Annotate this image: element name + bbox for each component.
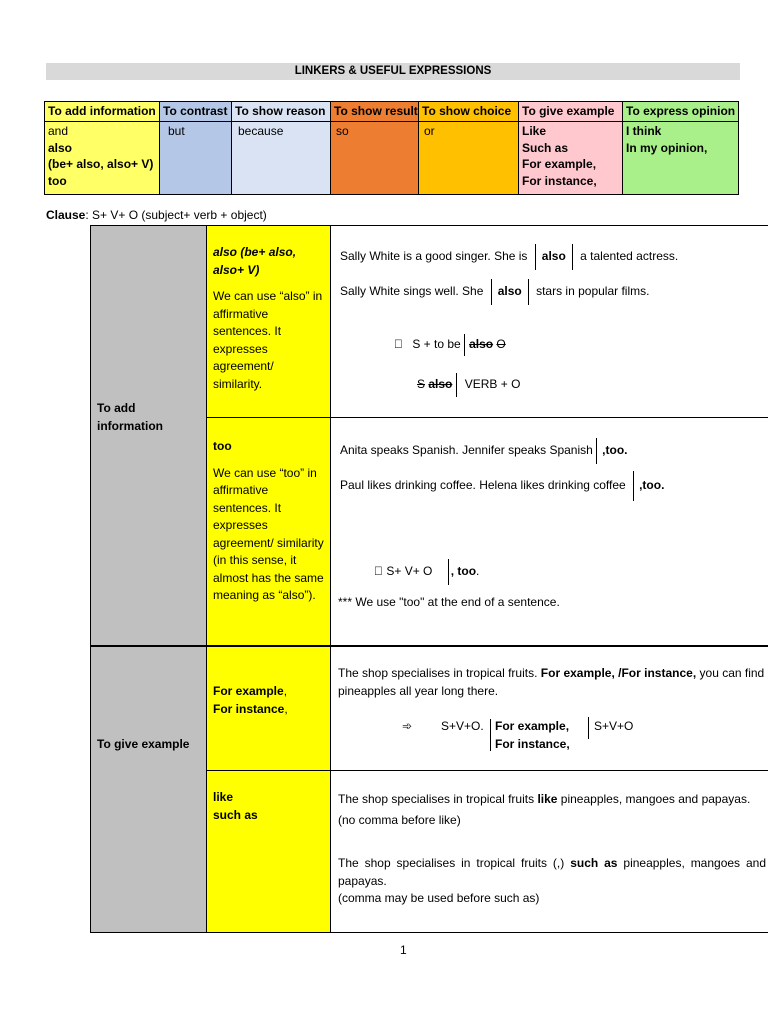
like-cell: like such as <box>213 790 258 822</box>
section-label-add-information: To add information <box>97 401 163 433</box>
also-formula-1: S + to be also O <box>394 334 506 356</box>
too-formula: S+ V+ O , too. <box>374 559 479 585</box>
cell-contrast: but <box>160 122 232 195</box>
header-choice: To show choice <box>419 102 519 122</box>
for-example-formula-mid: For example, For instance, <box>495 719 570 751</box>
for-example-formula-left: S+V+O. <box>441 719 484 733</box>
like-example: The shop specialises in tropical fruits like pineapples, mangoes and papayas. (no comma before like) <box>338 792 751 827</box>
also-formula-2: S also VERB + O <box>417 373 520 397</box>
header-reason: To show reason <box>232 102 331 122</box>
grid-row-section <box>90 645 768 647</box>
section-add-information-bg <box>91 226 207 646</box>
grid-row-too <box>206 417 768 418</box>
too-example-2: Paul likes drinking coffee. Helena likes drinking coffee ,too. <box>340 471 664 501</box>
such-as-example: The shop specialises in tropical fruits (,) such as pineapples, mangoes and papayas. (comma may be used before such as) <box>338 856 766 905</box>
divider <box>588 717 589 739</box>
page-number: 1 <box>400 943 407 957</box>
too-end-note: *** We use "too" at the end of a sentence. <box>338 595 560 609</box>
section-give-example-bg <box>91 647 207 932</box>
grid-col2 <box>330 225 331 933</box>
too-cell: too We can use “too” in affirmative sentences. It expresses agreement/ similarity (in this sense, it almost has the same meaning as “also”). <box>213 439 324 602</box>
page-title: LINKERS & USEFUL EXPRESSIONS <box>46 63 740 80</box>
also-example-1: Sally White is a good singer. She is also a talented actress. <box>340 244 678 270</box>
section-label-give-example: To give example <box>97 737 190 751</box>
header-express-opinion: To express opinion <box>623 102 739 122</box>
cell-result: so <box>331 122 419 195</box>
grid-bottom <box>90 932 768 933</box>
divider <box>490 719 491 751</box>
header-give-example: To give example <box>519 102 623 122</box>
cell-give-example: Like Such as For example, For instance, <box>519 122 623 195</box>
for-example-sentence: The shop specialises in tropical fruits. For example, /For instance, you can find pineapples all year long there. <box>338 666 765 698</box>
too-example-1: Anita speaks Spanish. Jennifer speaks Spanish ,too. <box>340 438 628 464</box>
arrow-icon <box>394 337 403 351</box>
for-example-cell: For example, For instance, <box>213 684 288 716</box>
grid-row-like <box>206 770 768 771</box>
linkers-summary-table <box>44 101 739 195</box>
clause-definition: Clause: S+ V+ O (subject+ verb + object) <box>46 208 267 222</box>
grid-top <box>90 225 768 226</box>
header-contrast: To contrast <box>160 102 232 122</box>
cell-express-opinion: I think In my opinion, <box>623 122 739 195</box>
grid-col1 <box>206 225 207 933</box>
cell-choice: or <box>419 122 519 195</box>
grid-left <box>90 225 91 933</box>
also-example-2: Sally White sings well. She also stars in popular films. <box>340 279 649 305</box>
header-add-information: To add information <box>45 102 160 122</box>
cell-add-information: and also (be+ also, also+ V) too <box>45 122 160 195</box>
arrow-icon: ➾ <box>402 719 413 733</box>
for-example-formula-right: S+V+O <box>594 719 634 733</box>
arrow-icon <box>374 564 383 578</box>
also-cell: also (be+ also, also+ V) We can use “also” in affirmative sentences. It expresses agreement/ similarity. <box>213 245 323 391</box>
cell-reason: because <box>232 122 331 195</box>
header-result: To show result <box>331 102 419 122</box>
